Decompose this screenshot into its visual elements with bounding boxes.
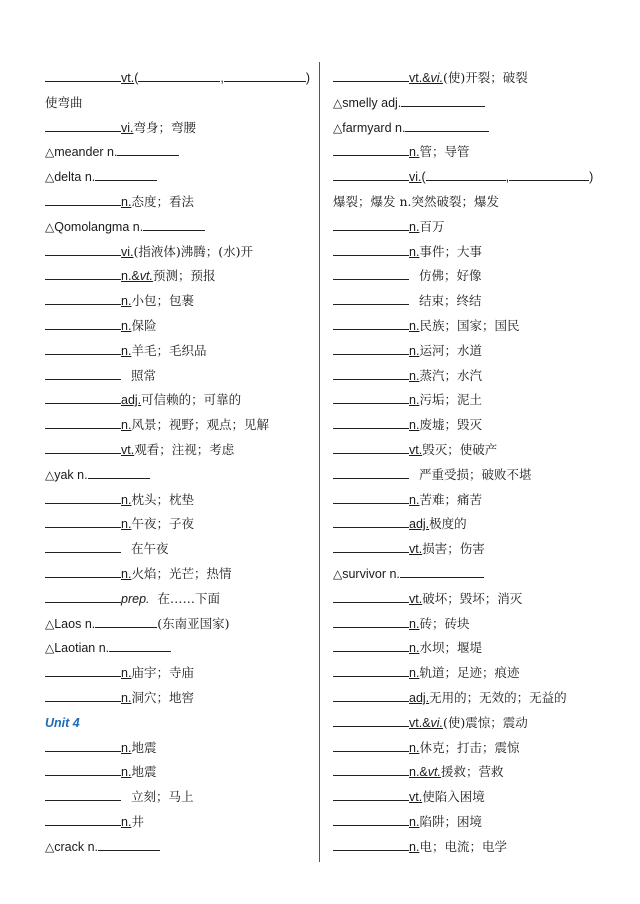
answer-blank[interactable] [333,714,409,727]
answer-blank[interactable] [401,94,485,107]
definition: 保险 [131,317,157,333]
vocab-row [45,66,320,91]
vocab-row [45,760,320,785]
headword: yak n. [54,467,88,482]
answer-blank[interactable] [45,813,121,826]
part-of-speech: adj. [121,393,142,408]
vocab-row [333,388,623,413]
vocab-row [333,413,623,438]
vocab-row [333,612,623,637]
answer-blank[interactable] [333,391,409,404]
definition: 地震 [131,764,157,780]
answer-blank[interactable] [333,218,409,231]
definition: 庙宇；寺庙 [131,665,194,681]
part-of-speech: n. [121,765,132,780]
answer-blank[interactable] [333,639,409,652]
vocab-row [333,140,623,165]
definition: (使)震惊；震动 [443,714,528,730]
part-of-speech: n. [121,517,132,532]
left-column [45,66,320,860]
answer-blank[interactable] [333,69,409,82]
headword: survivor n. [342,566,400,581]
answer-blank[interactable] [400,565,484,578]
vocab-row [45,314,320,339]
answer-blank[interactable] [45,491,121,504]
vocab-row [333,686,623,711]
definition: 枕头；枕垫 [131,491,194,507]
part-of-speech: vi. [121,244,134,259]
answer-blank[interactable] [45,590,121,603]
answer-blank[interactable] [45,317,121,330]
definition-continued: 爆裂；爆发 n.突然破裂；爆发 [333,193,499,209]
vocab-row [45,661,320,686]
definition: 态度；看法 [131,193,194,209]
definition: 小包；包裹 [131,293,194,309]
vocab-row [45,512,320,537]
vocab-row [333,116,623,141]
definition: 百万 [419,218,445,234]
answer-blank[interactable] [109,639,171,652]
vocab-row [333,463,623,488]
answer-blank[interactable] [138,69,220,82]
part-of-speech: prep. [121,591,150,606]
answer-blank[interactable] [333,292,409,305]
answer-blank[interactable] [45,193,121,206]
answer-blank[interactable] [45,441,121,454]
answer-blank[interactable] [45,689,121,702]
answer-blank[interactable] [333,689,409,702]
part-of-speech: n. [409,343,420,358]
definition: 污垢；泥土 [419,392,482,408]
answer-blank[interactable] [45,367,121,380]
vocab-row [333,339,623,364]
vocab-row [333,364,623,389]
vocab-row [333,661,623,686]
vocab-row [45,264,320,289]
definition: 风景；视野；观点；见解 [131,417,269,433]
headword: smelly adj. [342,95,402,110]
definition: 仿佛；好像 [415,268,482,284]
part-of-speech: n. [121,740,132,755]
definition: 无用的；无效的；无益的 [429,689,567,705]
triangle-mark: △ [45,616,55,631]
triangle-mark: △ [45,839,55,854]
answer-blank[interactable] [333,540,409,553]
comma: , [505,170,510,185]
part-of-speech: n. [121,814,132,829]
answer-blank[interactable] [45,391,121,404]
part-of-speech: vt. [409,442,423,457]
triangle-mark: △ [45,219,55,234]
vocab-row [333,835,623,860]
answer-blank[interactable] [333,168,409,181]
answer-blank[interactable] [45,739,121,752]
definition: 火焰；光芒；热情 [131,565,232,581]
vocab-row [45,140,320,165]
part-of-speech: n. [409,393,420,408]
answer-blank[interactable] [426,168,506,181]
triangle-mark: △ [45,145,55,160]
vocab-row [333,785,623,810]
definition: 可信赖的；可靠的 [141,392,242,408]
paren-open: ( [134,71,139,85]
part-of-speech: vi. [409,170,422,185]
vocab-row [45,562,320,587]
answer-blank[interactable] [333,491,409,504]
vocab-row [45,587,320,612]
part-of-speech: n. [121,194,132,209]
definition: 在午夜 [127,541,169,557]
triangle-mark: △ [45,170,55,185]
unit-heading: Unit 4 [45,715,80,730]
definition: 毁灭；使破产 [422,441,498,457]
part-of-speech: n. [409,244,420,259]
vocab-row [333,190,623,215]
definition: 照常 [127,367,156,383]
definition: 预测；预报 [152,268,216,284]
answer-blank[interactable] [333,441,409,454]
definition: 严重受损；破败不堪 [415,466,532,482]
vocab-row [45,686,320,711]
answer-blank[interactable] [333,466,409,479]
answer-blank[interactable] [45,788,121,801]
definition: 民族；国家；国民 [419,317,520,333]
answer-blank[interactable] [45,267,121,280]
part-of-speech: vt. [409,790,423,805]
answer-blank[interactable] [333,590,409,603]
part-of-speech: n. [121,343,132,358]
part-of-speech: n. [409,616,420,631]
vocab-row [333,91,623,116]
part-of-speech: vt.&vi. [409,71,444,85]
headword: delta n. [54,170,96,185]
vocab-row [333,165,623,190]
answer-blank[interactable] [45,416,121,429]
answer-blank[interactable] [45,515,121,528]
paren-close: ) [589,170,594,185]
part-of-speech: n. [409,641,420,656]
definition: 水坝；堰堤 [419,640,482,656]
part-of-speech: n. [409,814,420,829]
vocab-row [45,537,320,562]
answer-blank[interactable] [333,615,409,628]
definition: 立刻；马上 [127,789,194,805]
answer-blank[interactable] [45,763,121,776]
vocab-row [45,711,320,736]
part-of-speech: n. [409,145,420,160]
answer-blank[interactable] [143,218,205,231]
part-of-speech: n.&vt. [121,269,153,284]
definition: 在……下面 [153,590,220,606]
definition: 运河；水道 [419,342,482,358]
vocab-row [45,364,320,389]
definition: 休克；打击；震惊 [419,739,520,755]
vocab-row [333,488,623,513]
answer-blank[interactable] [45,540,121,553]
part-of-speech: n. [121,418,132,433]
answer-blank[interactable] [45,119,121,132]
definition: 砖；砖块 [419,615,470,631]
definition: 洞穴；地窖 [131,689,194,705]
answer-blank[interactable] [95,615,157,628]
vocab-row [45,810,320,835]
comma: , [220,71,224,85]
part-of-speech: n. [409,666,420,681]
vocab-row [333,562,623,587]
answer-blank[interactable] [333,367,409,380]
answer-blank[interactable] [45,565,121,578]
definition: (使)开裂；破裂 [443,70,528,85]
headword: crack n. [54,839,98,854]
headword: Qomolangma n. [54,219,144,234]
vocab-row [333,264,623,289]
paren-open: ( [421,170,426,185]
vocab-row [333,314,623,339]
answer-blank[interactable] [98,838,160,851]
answer-blank[interactable] [333,515,409,528]
definition: 苦难；痛苦 [419,491,482,507]
triangle-mark: △ [333,120,343,135]
answer-blank[interactable] [333,838,409,851]
part-of-speech: n. [409,740,420,755]
answer-blank[interactable] [333,813,409,826]
definition: 午夜；子夜 [131,516,194,532]
definition: 地震 [131,739,157,755]
part-of-speech: n. [121,294,132,309]
vocab-row [333,760,623,785]
part-of-speech: vt. [409,542,423,557]
part-of-speech: n. [121,690,132,705]
definition: 弯身；弯腰 [133,119,197,135]
answer-blank[interactable] [509,168,589,181]
vocab-row [45,636,320,661]
part-of-speech: n. [409,219,420,234]
part-of-speech: vt. [409,591,423,606]
vocab-row [45,190,320,215]
definition: (东南亚国家) [157,615,230,631]
triangle-mark: △ [45,641,55,656]
answer-blank[interactable] [45,69,121,82]
part-of-speech: n. [409,418,420,433]
paren-close: ) [305,71,311,85]
vocab-row [333,512,623,537]
vocab-row [45,91,320,116]
definition: 蒸汽；水汽 [419,367,482,383]
part-of-speech: n. [121,566,132,581]
answer-blank[interactable] [333,317,409,330]
vocab-row [333,240,623,265]
definition-continued: 使弯曲 [45,94,83,110]
definition: 极度的 [429,516,467,532]
headword: meander n. [54,145,118,160]
answer-blank[interactable] [333,243,409,256]
part-of-speech: vi. [121,120,134,135]
triangle-mark: △ [45,467,55,482]
vocab-row [333,636,623,661]
answer-blank[interactable] [333,788,409,801]
part-of-speech: n. [121,492,132,507]
answer-blank[interactable] [45,342,121,355]
vocab-row [45,463,320,488]
part-of-speech: adj. [409,517,430,532]
vocab-row [333,289,623,314]
vocab-row [333,711,623,736]
answer-blank[interactable] [333,739,409,752]
vocab-row [45,240,320,265]
vocab-row [333,810,623,835]
definition: 观看；注视；考虑 [134,441,235,457]
part-of-speech: vt. [121,71,135,85]
vocab-row [333,66,623,91]
part-of-speech: n. [409,318,420,333]
definition: 羊毛；毛织品 [131,342,207,358]
triangle-mark: △ [333,95,343,110]
vocab-row [333,215,623,240]
right-column [333,66,623,860]
answer-blank[interactable] [45,664,121,677]
answer-blank[interactable] [333,143,409,156]
part-of-speech: n. [121,666,132,681]
vocab-row [45,116,320,141]
part-of-speech: vt. [121,442,135,457]
answer-blank[interactable] [45,243,121,256]
part-of-speech: adj. [409,690,430,705]
vocab-row [45,835,320,860]
vocab-row [45,165,320,190]
part-of-speech: n. [409,368,420,383]
definition: 轨道；足迹；痕迹 [419,665,520,681]
vocab-row [45,388,320,413]
part-of-speech: n. [409,492,420,507]
vocab-row [45,785,320,810]
part-of-speech: n. [409,839,420,854]
vocab-row [333,537,623,562]
triangle-mark: △ [333,566,343,581]
vocab-row [333,587,623,612]
vocab-row [333,438,623,463]
answer-blank[interactable] [333,342,409,355]
answer-blank[interactable] [224,69,306,82]
answer-blank[interactable] [117,143,179,156]
answer-blank[interactable] [333,763,409,776]
definition: 电；电流；电学 [419,838,507,854]
definition: (指液体)沸腾；(水)开 [133,243,254,259]
vocab-row [45,438,320,463]
answer-blank[interactable] [95,168,157,181]
definition: 破坏；毁坏；消灭 [422,590,523,606]
definition: 管；导管 [419,144,470,160]
answer-blank[interactable] [45,292,121,305]
definition: 井 [131,813,144,829]
headword: Laos n. [54,616,96,631]
answer-blank[interactable] [333,664,409,677]
part-of-speech: n.&vt. [409,765,441,780]
headword: Laotian n. [54,641,110,656]
vocab-row [45,736,320,761]
definition: 结束；终结 [415,293,482,309]
definition: 陷阱；困境 [419,813,482,829]
definition: 援救；营救 [440,764,504,780]
vocab-row [333,736,623,761]
definition: 使陷入困境 [422,789,485,805]
answer-blank[interactable] [333,416,409,429]
part-of-speech: vt.&vi. [409,715,444,730]
part-of-speech: n. [121,318,132,333]
answer-blank[interactable] [333,267,409,280]
vocab-row [45,289,320,314]
answer-blank[interactable] [88,466,150,479]
vocab-row [45,612,320,637]
vocab-row [45,215,320,240]
definition: 废墟；毁灭 [419,417,482,433]
definition: 损害；伤害 [422,541,485,557]
answer-blank[interactable] [405,119,489,132]
definition: 事件；大事 [419,243,482,259]
vocab-row [45,413,320,438]
vocab-row [45,488,320,513]
vocab-row [45,339,320,364]
headword: farmyard n. [342,120,406,135]
